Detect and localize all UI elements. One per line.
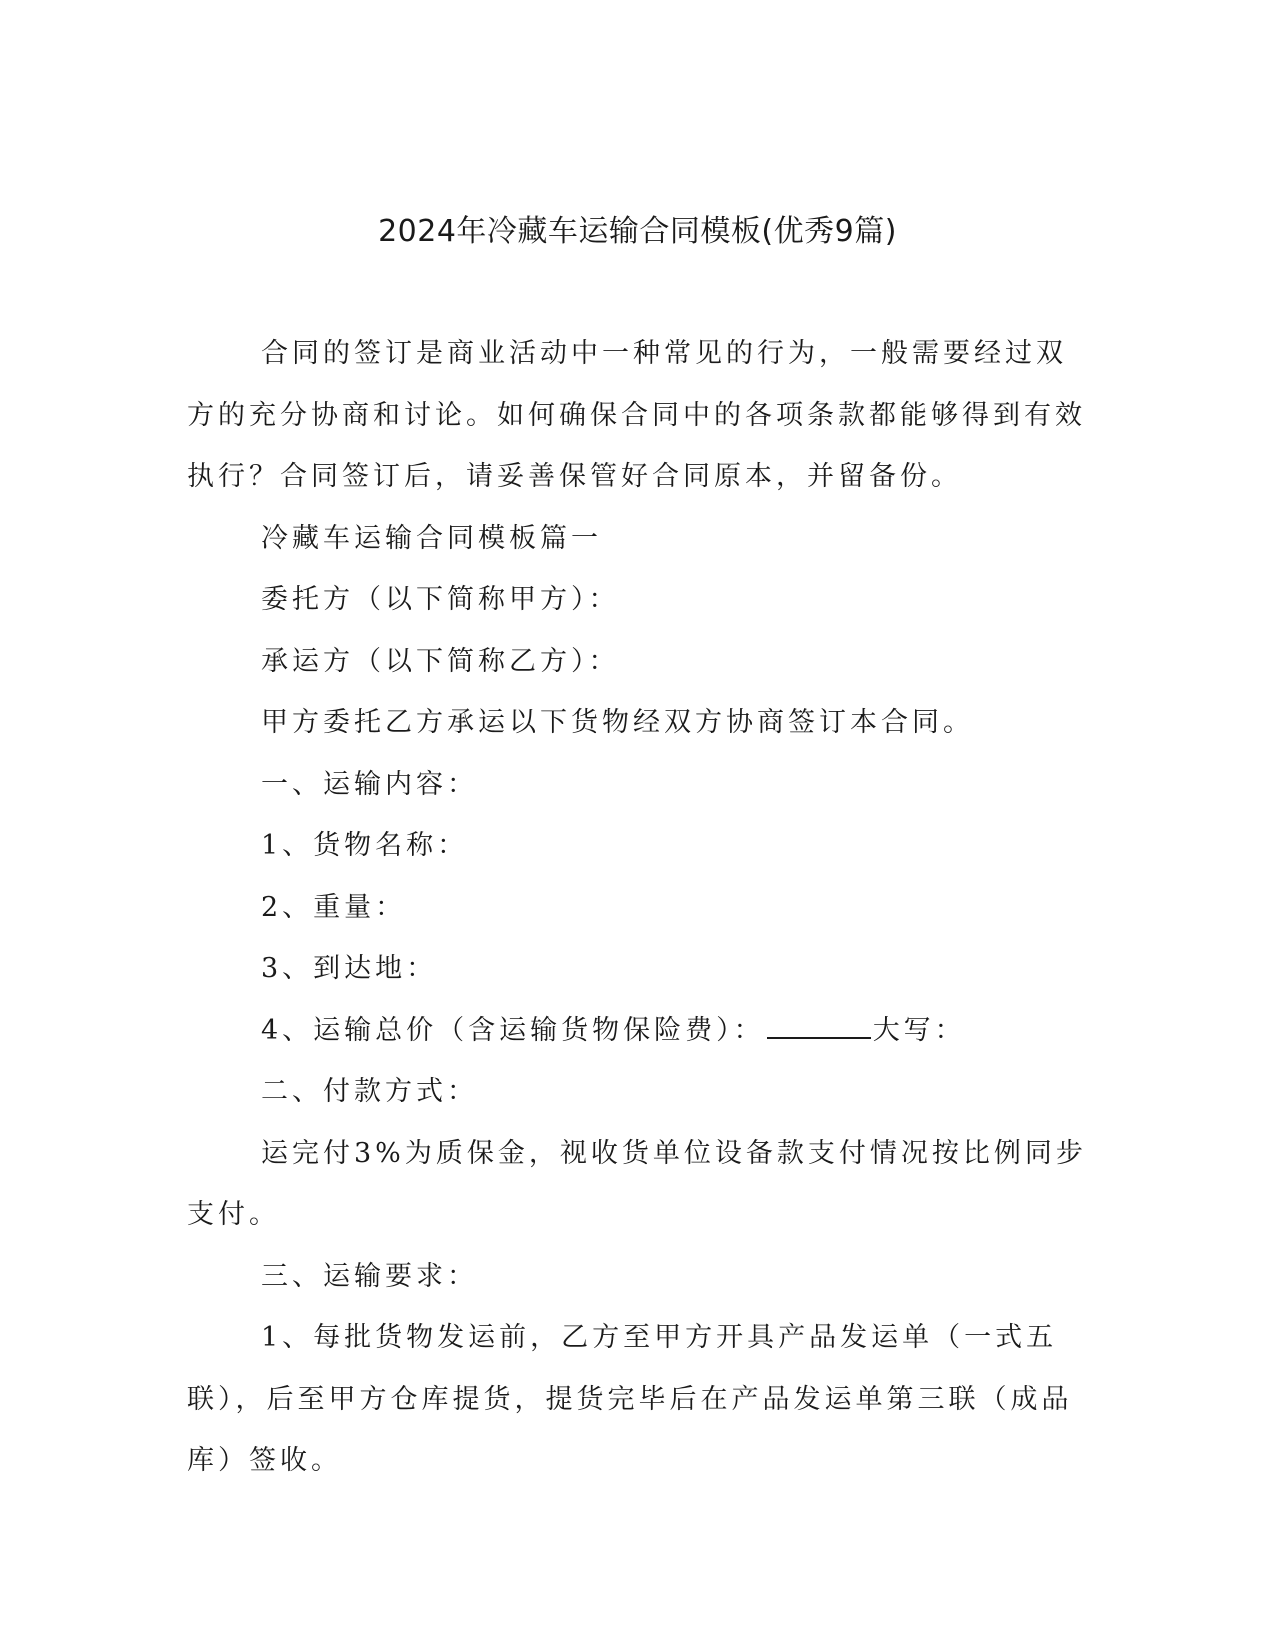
document-title: 2024年冷藏车运输合同模板(优秀9篇) bbox=[378, 214, 897, 249]
requirement-1-paragraph: 1、每批货物发运前，乙方至甲方开具产品发运单（一式五联），后至甲方仓库提货，提货完毕后在产品发运单第三联（成品库）签收。 bbox=[187, 1322, 1073, 1476]
item-1-goods-name: 1、货物名称： bbox=[261, 830, 469, 861]
clause-3-title: 三、运输要求： bbox=[261, 1260, 478, 1292]
clause-2-title: 二、付款方式： bbox=[261, 1076, 478, 1107]
item-4-prefix: 4、运输总价（含运输货物保险费）： bbox=[261, 1014, 765, 1046]
item-4-suffix: 大写： bbox=[872, 1014, 966, 1046]
item-3-destination: 3、到达地： bbox=[261, 953, 438, 984]
document-body bbox=[187, 323, 1087, 1492]
price-blank-line bbox=[767, 1011, 871, 1039]
item-2-weight: 2、重量： bbox=[261, 891, 407, 923]
clause-1-title: 一、运输内容： bbox=[261, 768, 478, 800]
item-4-total-price bbox=[187, 1000, 1087, 1062]
purpose-line: 甲方委托乙方承运以下货物经双方协商签订本合同。 bbox=[261, 707, 974, 738]
payment-paragraph: 运完付3%为质保金，视收货单位设备款支付情况按比例同步支付。 bbox=[187, 1137, 1087, 1230]
party-b-line: 承运方（以下简称乙方）： bbox=[261, 645, 620, 677]
intro-paragraph: 合同的签订是商业活动中一种常见的行为，一般需要经过双方的充分协商和讨论。如何确保合同中的各项条款都能够得到有效执行？合同签订后，请妥善保管好合同原本，并留备份。 bbox=[187, 338, 1086, 492]
section-heading: 冷藏车运输合同模板篇一 bbox=[261, 522, 602, 554]
party-a-line: 委托方（以下简称甲方）： bbox=[261, 584, 620, 615]
